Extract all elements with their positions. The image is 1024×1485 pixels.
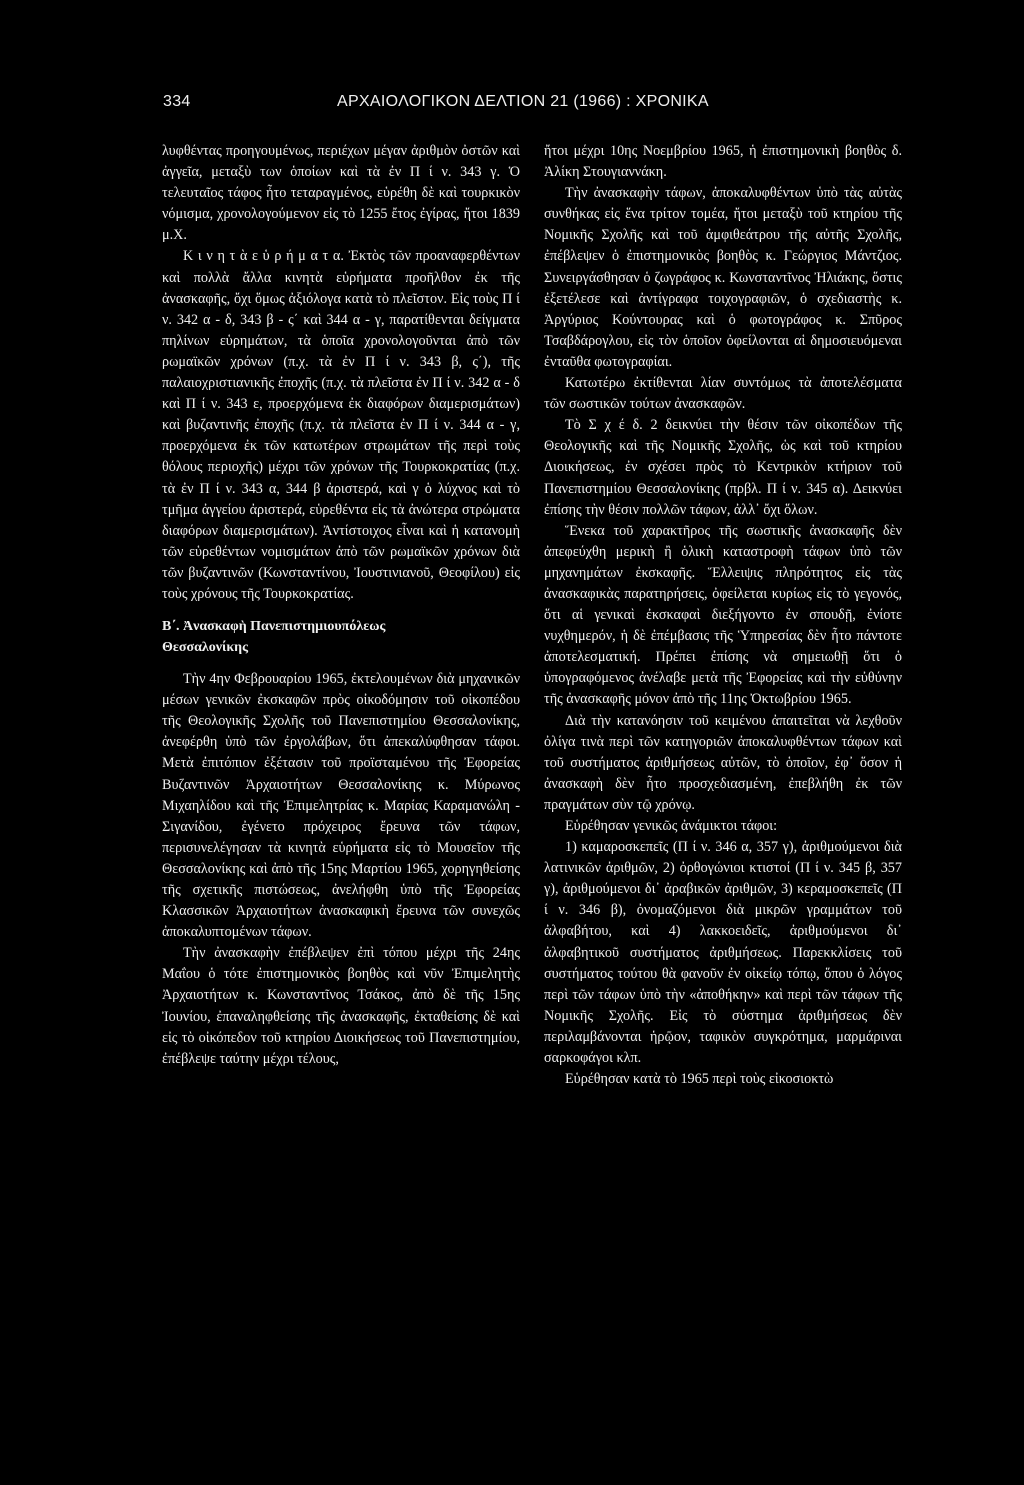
section-heading-line: Β΄. Ἀνασκαφὴ Πανεπιστημιουπόλεως [162,619,386,635]
paragraph: Εὑρέθησαν γενικῶς ἀνάμικτοι τάφοι: [565,818,778,834]
section-heading-line: Θεσσαλονίκης [162,640,249,656]
paragraph: ἤτοι μέχρι 10ης Νοεμβρίου 1965, ἡ ἐπιστημονικὴ βοηθὸς δ. Ἀλίκη Στουγιαννάκη. [544,143,902,181]
list-paragraph: 1) καμαροσκεπεῖς (Π ί ν. 346 α, 357 γ), ἀριθμούμενοι διὰ λατινικῶν ἀριθμῶν, 2) ὀρθογώνιοι κτιστοί (Π ί ν. 345 β, 357 γ), ἀριθμούμενοι δι᾽ ἀραβικῶν ἀριθμῶν, 3) κεραμοσκεπεῖς (Π ί ν. 346 β), ὀνομαζόμενοι διὰ μικρῶν γραμμάτων τοῦ ἀλφαβήτου, καὶ 4) λακκοειδεῖς, ἀριθμούμενοι δι᾽ ἀλφαβητικοῦ συστήματος ἀριθμήσεως. Παρεκκλίσεις τοῦ συστήματος τούτου θὰ φανοῦν ἐν οἰκείῳ τόπῳ, ὅπου ὁ λόγος περὶ τῶν τάφων ὑπὸ τὴν «ἀποθήκην» καὶ περὶ τῶν τάφων τῆς Νομικῆς Σχολῆς. Εἰς τὸ σύστημα ἀριθμήσεως δὲν περιλαμβάνονται ἡρῷον, ταφικὸν συγκρότημα, μαρμάριναι σαρκοφάγοι κλπ. [544,839,902,1067]
paragraph: λυφθέντας προηγουμένως, περιέχων μέγαν ἀριθμὸν ὀστῶν καὶ ἀγγεῖα, μεταξὺ των ὁποίων καὶ τὰ ἐν Π ί ν. 343 γ. Ὁ τελευταῖος τάφος ἦτο τεταραγμένος, εὑρέθη δὲ καὶ τουρκικὸν νόμισμα, χρονολογούμενον εἰς τὸ 1255 ἔτος ἐγίρας, ἤτοι 1839 μ.Χ. [162,143,520,244]
section-heading [162,616,520,658]
paragraph-movable-finds: Κ ι ν η τ ὰ ε ὑ ρ ή μ α τ α. Ἐκτὸς τῶν προαναφερθέντων καὶ πολλὰ ἄλλα κινητὰ εὑρήματα προῆλθον ἐκ τῆς ἀνασκαφῆς, ὄχι ὅμως ἀξιόλογα κατὰ τὸ πλεῖστον. Εἰς τοὺς Π ί ν. 342 α - δ, 343 β - ς΄ καὶ 344 α - γ, παρατίθενται δείγματα πηλίνων εὑρημάτων, τὰ ὁποῖα χρονολογοῦνται ἀπὸ τῶν ρωμαϊκῶν χρόνων (π.χ. τὰ ἐν Π ί ν. 343 β, ς΄), τῆς παλαιοχριστιανικῆς ἐποχῆς (π.χ. τὰ πλεῖστα ἐν Π ί ν. 342 α - δ καὶ Π ί ν. 343 ε, προερχόμενα ἐκ διαφόρων διαμερισμάτων) καὶ βυζαντινῆς ἐποχῆς (π.χ. τὰ πλεῖστα ἐν Π ί ν. 344 α - γ, προερχόμενα ἐκ τῶν κατωτέρων στρωμάτων τῆς περὶ τοὺς θόλους περιοχῆς) μέχρι τῶν χρόνων τῆς Τουρκοκρατίας (π.χ. τὰ ἐν Π ί ν. 343 α, 344 β ἀριστερά, καὶ γ ὁ λύχνος καὶ τὸ τμῆμα ἀγγείου ἀριστερά, εὑρεθέντα εἰς τὰ ἀνώτερα στρώματα διαφόρων διαμερισμάτων). Ἀντίστοιχος εἶναι καὶ ἡ κατανομὴ τῶν εὑρεθέντων νομισμάτων ἀπὸ τῶν ρωμαϊκῶν χρόνων διὰ τῶν βυζαντινῶν (Κωνσταντίνου, Ἰουστινιανοῦ, Θεοφίλου) εἰς τοὺς χρόνους τῆς Τουρκοκρατίας. [162,248,520,602]
paragraph: Ἕνεκα τοῦ χαρακτῆρος τῆς σωστικῆς ἀνασκαφῆς δὲν ἀπεφεύχθη μερικὴ ἢ ὁλικὴ καταστροφὴ τάφων ὑπὸ τῶν μηχανημάτων ἐκσκαφῆς. Ἕλλειψις πληρότητος εἰς τὰς ἀνασκαφικὰς παρατηρήσεις, ὀφείλεται κυρίως εἰς τὸ γεγονός, ὅτι αἱ γενικαὶ ἐκσκαφαὶ διεξήγοντο ἐν σπουδῇ, ἐνίοτε νυχθημερόν, ἡ δὲ ἐπέμβασις τῆς Ὑπηρεσίας δὲν ἦτο πάντοτε ἀποτελεσματική. Πρέπει ἐπίσης νὰ σημειωθῇ ὅτι ὁ ὑπογραφόμενος ἀνέλαβε μετὰ τῆς Ἐφορείας καὶ τὴν εὐθύνην τῆς ἀνασκαφῆς μόνον ἀπὸ τῆς 11ης Ὀκτωβρίου 1965. [544,522,902,708]
page-number: 334 [163,93,191,110]
paragraph: Διὰ τὴν κατανόησιν τοῦ κειμένου ἀπαιτεῖται νὰ λεχθοῦν ὀλίγα τινὰ περὶ τῶν κατηγοριῶν ἀποκαλυφθέντων τάφων καὶ τοῦ συστήματος ἀριθμήσεως αὐτῶν, τὸ ὁποῖον, ἐφ᾽ ὅσον ἡ ἀνασκαφὴ δὲν ἦτο προσχεδιασμένη, ἐπεβλήθη ἐκ τῶν πραγμάτων σὺν τῷ χρόνῳ. [544,712,902,813]
right-column [544,141,902,1090]
paragraph: Τὴν 4ην Φεβρουαρίου 1965, ἐκτελουμένων διὰ μηχανικῶν μέσων γενικῶν ἐκσκαφῶν πρὸς οἰκοδόμησιν τοῦ οἰκοπέδου τῆς Θεολογικῆς Σχολῆς τοῦ Πανεπιστημίου Θεσσαλονίκης, ἀνεφέρθη ὑπὸ τῶν ἐργολάβων, ὅτι ἀπεκαλύφθησαν τάφοι. Μετὰ ἐπιτόπιον ἐξέτασιν τοῦ προϊσταμένου τῆς Ἐφορείας Βυζαντινῶν Ἀρχαιοτήτων Θεσσαλονίκης κ. Μύρωνος Μιχαηλίδου καὶ τῆς Ἐπιμελητρίας κ. Μαρίας Καραμανώλη - Σιγανίδου, ἐγένετο πρόχειρος ἔρευνα τῶν τάφων, περισυνελέγησαν τὰ κινητὰ εὑρήματα εἰς τὸ Μουσεῖον τῆς Θεσσαλονίκης καὶ ἀπὸ τῆς 15ης Μαρτίου 1965, χορηγηθείσης τῆς σχετικῆς πιστώσεως, ἀνελήφθη ὑπὸ τῆς Ἐφορείας Κλασσικῶν Ἀρχαιοτήτων ἀνασκαφικὴ ἔρευνα τῶν συνεχῶς ἀποκαλυπτομένων τάφων. [162,671,520,941]
paragraph: Κατωτέρω ἐκτίθενται λίαν συντόμως τὰ ἀποτελέσματα τῶν σωστικῶν τούτων ἀνασκαφῶν. [544,375,902,413]
paragraph: Εὑρέθησαν κατὰ τὸ 1965 περὶ τοὺς εἰκοσιοκτὼ [565,1071,834,1088]
running-title: ΑΡΧΑΙΟΛΟΓΙΚΟΝ ΔΕΛΤΙΟΝ 21 (1966) : ΧΡΟΝΙΚΑ [337,93,709,110]
paragraph: Τὴν ἀνασκαφὴν τάφων, ἀποκαλυφθέντων ὑπὸ τὰς αὐτὰς συνθήκας εἰς ἕνα τρίτον τομέα, ἤτοι μεταξὺ τοῦ κτηρίου τῆς Νομικῆς Σχολῆς καὶ τοῦ ἀμφιθεάτρου τῆς αὐτῆς Σχολῆς, ἐπέβλεψεν ὁ ἐπιστημονικὸς βοηθὸς κ. Γεώργιος Μάντζιος. Συνειργάσθησαν ὁ ζωγράφος κ. Κωνσταντῖνος Ἠλιάκης, ὅστις ἐξετέλεσε καὶ ἀντίγραφα τοιχογραφιῶν, ὁ σχεδιαστὴς κ. Ἀργύριος Κούντουρας καὶ ὁ φωτογράφος κ. Σπῦρος Τσαβδάρογλου, εἰς τὸν ὁποῖον ὀφείλονται αἱ δημοσιευόμεναι ἐνταῦθα φωτογραφίαι. [544,185,902,370]
paragraph: Τὸ Σ χ έ δ. 2 δεικνύει τὴν θέσιν τῶν οἰκοπέδων τῆς Θεολογικῆς καὶ τῆς Νομικῆς Σχολῆς, ὡς καὶ τοῦ κτηρίου Διοικήσεως, ἐν σχέσει πρὸς τὸ Κεντρικὸν κτήριον τοῦ Πανεπιστημίου Θεσσαλονίκης (πρβλ. Π ί ν. 345 α). Δεικνύει ἐπίσης τὴν θέσιν πολλῶν τάφων, ἀλλ᾽ ὄχι ὅλων. [544,417,902,518]
paragraph: Τὴν ἀνασκαφὴν ἐπέβλεψεν ἐπὶ τόπου μέχρι τῆς 24ης Μαΐου ὁ τότε ἐπιστημονικὸς βοηθὸς καὶ νῦν Ἐπιμελητὴς Ἀρχαιοτήτων κ. Κωνσταντῖνος Τσάκος, ἀπὸ δὲ τῆς 15ης Ἰουνίου, ἐπαναληφθείσης τῆς ἀνασκαφῆς, ἐκταθείσης δὲ καὶ εἰς τὸ οἰκόπεδον τοῦ κτηρίου Διοικήσεως τοῦ Πανεπιστημίου, ἐπέβλεψε ταύτην μέχρι τέλους, [162,945,520,1067]
left-column [162,141,520,1070]
